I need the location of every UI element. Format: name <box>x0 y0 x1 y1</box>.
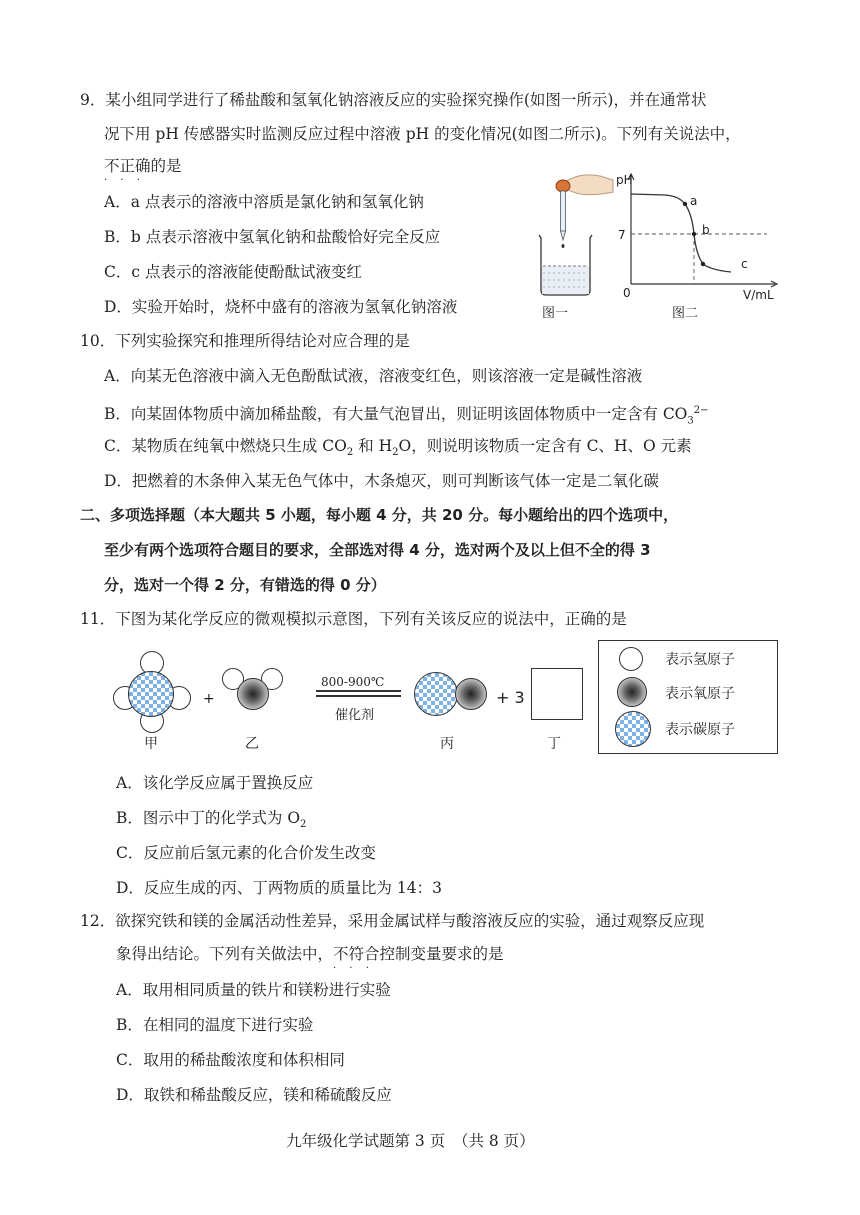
q10-option-a: A．向某无色溶液中滴入无色酚酞试液，溶液变红色，则该溶液一定是碱性溶液 <box>104 367 643 385</box>
oxygen-atom <box>455 678 487 710</box>
point-b-marker <box>692 232 696 236</box>
q9-option-a: A．a 点表示的溶液中溶质是氯化钠和氢氧化钠 <box>104 193 424 211</box>
q12-line1: 12．欲探究铁和镁的金属活动性差异，采用金属试样与酸溶液反应的实验，通过观察反应现 <box>80 912 705 930</box>
graph-tick-7: 7 <box>618 228 626 242</box>
legend-carbon-icon <box>615 711 651 747</box>
carbon-atom <box>128 671 174 717</box>
graph-point-a: a <box>690 194 698 208</box>
q9-line2: 况下用 pH 传感器实时监测反应过程中溶液 pH 的变化情况(如图二所示)。下列有关说法中， <box>104 125 741 143</box>
q10-option-b: B．向某固体物质中滴加稀盐酸，有大量气泡冒出，则证明该固体物质中一定含有 $CO_3^{2-}$ <box>104 405 709 427</box>
legend-box <box>598 640 778 754</box>
legend-hydrogen-label: 表示氢原子 <box>665 652 735 668</box>
plus-sign: + <box>203 691 215 707</box>
carbon-atom <box>414 672 458 716</box>
emphasis-dots: · · · <box>104 175 145 186</box>
product-ding-box <box>531 668 583 720</box>
q12-option-d: D．取铁和稀盐酸反应，镁和稀硫酸反应 <box>116 1086 392 1104</box>
label-ding: 丁 <box>547 736 561 752</box>
q9-option-c: C．c 点表示的溶液能使酚酞试液变红 <box>104 263 362 281</box>
section2-line2: 至少有两个选项符合题目的要求，全部选对得 4 分，选对两个及以上但不全的得 3 <box>104 541 651 559</box>
q9-line3: 不正确 · · · 的是 <box>104 156 182 176</box>
q10-stem: 10．下列实验探究和推理所得结论对应合理的是 <box>80 332 410 350</box>
q12-line2: 象得出结论。下列有关做法中，不符合 · · · 控制变量要求的是 <box>116 944 504 964</box>
equals-line-bottom <box>316 695 401 697</box>
point-c-marker <box>701 262 705 266</box>
graph-origin: 0 <box>623 286 631 300</box>
section2-line3: 分，选对一个得 2 分，有错选的得 0 分） <box>104 576 386 594</box>
figure2-ph-graph <box>615 170 785 300</box>
label-jia: 甲 <box>144 736 158 752</box>
q12-option-a: A．取用相同质量的铁片和镁粉进行实验 <box>116 981 391 999</box>
q9-emphasis: 不正确 · · · <box>104 157 151 175</box>
graph-point-c: c <box>741 257 748 271</box>
point-a-marker <box>683 202 687 206</box>
q9-option-d: D．实验开始时，烧杯中盛有的溶液为氢氧化钠溶液 <box>104 298 458 316</box>
figure2-caption: 图二 <box>672 306 699 321</box>
graph-x-label: V/mL <box>743 288 774 302</box>
q9-option-b: B．b 点表示溶液中氢氧化钠和盐酸恰好完全反应 <box>104 228 441 246</box>
reaction-condition-catalyst: 催化剂 <box>335 708 375 723</box>
plus-three: + 3 <box>496 688 525 707</box>
q12-emphasis: 不符合 · · · <box>333 945 380 963</box>
q11-option-b: B．图示中丁的化学式为 $O_2$ <box>116 809 307 831</box>
q10-option-d: D．把燃着的木条伸入某无色气体中，木条熄灭，则可判断该气体一定是二氧化碳 <box>104 472 659 490</box>
q12-option-c: C．取用的稀盐酸浓度和体积相同 <box>116 1051 345 1069</box>
graph-point-b: b <box>702 223 710 237</box>
q11-option-d: D．反应生成的丙、丁两物质的质量比为 14：3 <box>116 879 442 897</box>
legend-carbon-label: 表示碳原子 <box>665 722 735 738</box>
q9-line1: 9．某小组同学进行了稀盐酸和氢氧化钠溶液反应的实验探究操作(如图一所示)，并在通常状 <box>80 91 707 109</box>
section2-line1: 二、多项选择题（本大题共 5 小题，每小题 4 分，共 20 分。每小题给出的四个选项中， <box>80 506 679 524</box>
q12-option-b: B．在相同的温度下进行实验 <box>116 1016 314 1034</box>
q11-option-c: C．反应前后氢元素的化合价发生改变 <box>116 844 376 862</box>
figure1-caption: 图一 <box>542 306 569 321</box>
figure1-beaker-dropper <box>525 170 615 330</box>
emphasis-dots: · · · <box>333 963 374 974</box>
oxygen-atom <box>237 678 269 710</box>
legend-oxygen-icon <box>617 677 647 707</box>
label-bing: 丙 <box>440 736 454 752</box>
legend-oxygen-label: 表示氧原子 <box>665 686 735 702</box>
graph-y-label: pH <box>616 173 633 187</box>
equals-line-top <box>316 690 401 692</box>
page-footer: 九年级化学试题第 3 页 （共 8 页） <box>286 1132 535 1150</box>
q10-option-c: C．某物质在纯氧中燃烧只生成 $CO_2$ 和 $H_2O$，则说明该物质一定含有 C、H、O 元素 <box>104 437 692 459</box>
q11-option-a: A．该化学反应属于置换反应 <box>116 774 314 792</box>
q11-stem: 11．下图为某化学反应的微观模拟示意图，下列有关该反应的说法中，正确的是 <box>80 610 627 628</box>
label-yi: 乙 <box>245 736 259 752</box>
legend-hydrogen-icon <box>619 647 643 671</box>
reaction-condition-temperature: 800-900℃ <box>321 675 385 689</box>
